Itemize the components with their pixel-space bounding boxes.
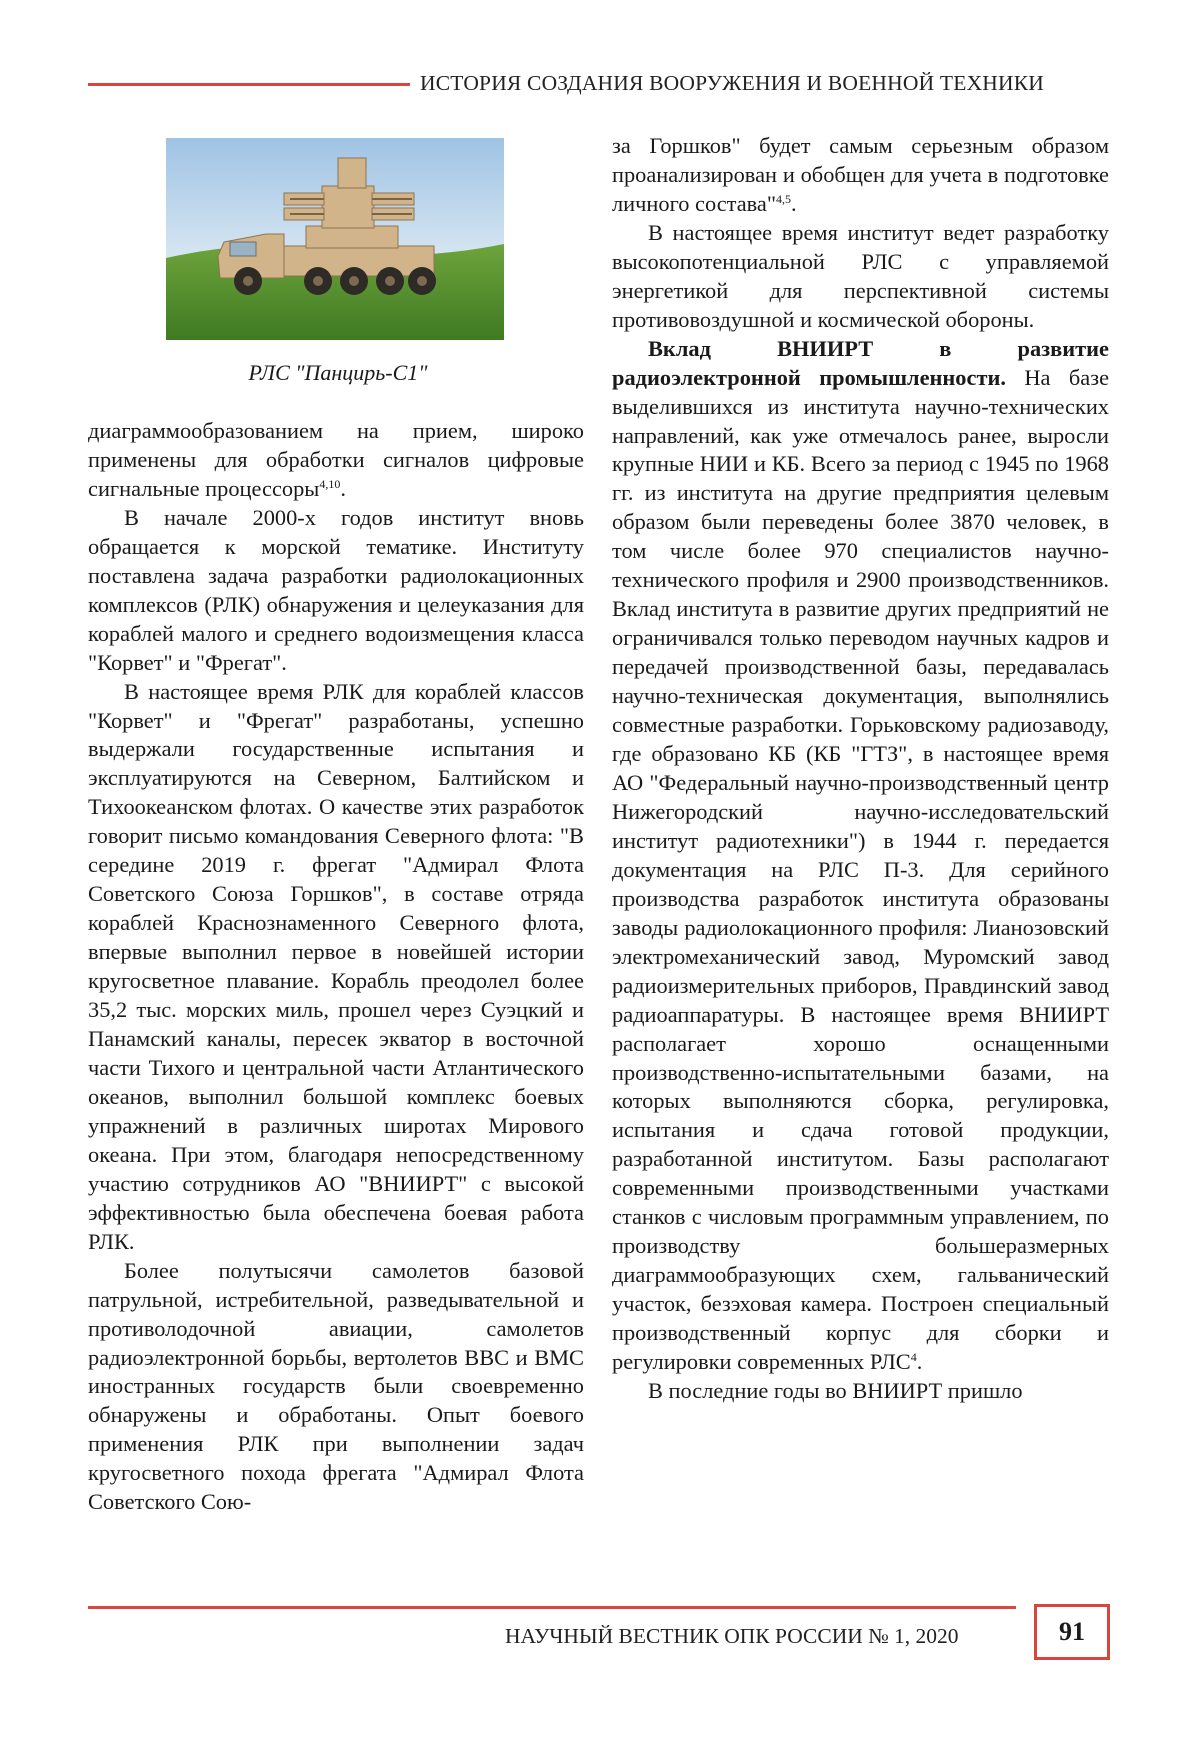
paragraph: Более полутысячи самолетов базовой патрульной, истребительной, разведывательной и противолодочной авиации, самолетов радиоэлектронной борьбы, вертолетов ВВС и ВМС иностранных государств были своевременно обнаружены и обработаны. Опыт боевого применения РЛК при выполнении задач кругосветного похода фрегата "Адмирал Флота Советского Сою- [88, 1257, 584, 1515]
paragraph: диаграммообразованием на прием, широко применены для обработки сигналов цифровые сигнальные процессоры$^{4,10}$. [88, 418, 584, 501]
footnote-ref: 4,10 [319, 476, 341, 491]
footnote-ref: 4,5 [776, 191, 791, 206]
journal-title: НАУЧНЫЙ ВЕСТНИК ОПК РОССИИ № 1, 2020 [505, 1624, 959, 1648]
section-title: ИСТОРИЯ СОЗДАНИЯ ВООРУЖЕНИЯ И ВОЕННОЙ ТЕХНИКИ [420, 71, 1045, 95]
paragraph: В начале 2000-х годов институт вновь обращается к морской тематике. Институту поставлена задача разработки радиолокационных комплексов (РЛК) обнаружения и целеуказания для кораблей малого и среднего водоизмещения класса "Корвет" и "Фрегат". [88, 504, 584, 675]
pantsir-s1-photo [166, 138, 504, 340]
paragraph: В последние годы во ВНИИРТ пришло [648, 1377, 1023, 1403]
section-lead: Вклад ВНИИРТ в развитие радиоэлектронной промышленности. [612, 335, 1109, 390]
paragraph: В настоящее время РЛК для кораблей классов "Корвет" и "Фрегат" разработаны, успешно выдержали государственные испытания и эксплуатируются на Северном, Балтийском и Тихоокеанском флотах. О качестве этих разработок говорит письмо командования Северного флота: "В середине 2019 г. фрегат "Адмирал Флота Советского Союза Горшков", в составе отряда кораблей Краснознаменного Северного флота, впервые выполнил первое в новейшей истории кругосветное плавание. Корабль преодолел более 35,2 тыс. морских миль, прошел через Суэцкий и Панамский каналы, пересек экватор в восточной части Тихого и центральной части Атлантического океанов, выполнил большой комплекс боевых упражнений в различных широтах Мирового океана. При этом, благодаря непосредственному участию сотрудников АО "ВНИИРТ" с высокой эффективностью была обеспечена боевая работа РЛК. [88, 678, 584, 1254]
paragraph: за Горшков" будет самым серьезным образом проанализирован и обобщен для учета в подготовке личного состава"$^{4,5}$. [612, 133, 1109, 216]
right-column [612, 132, 1109, 1406]
header-rule [88, 83, 410, 86]
paragraph: В настоящее время институт ведет разработку высокопотенциальной РЛС с управляемой энергетикой для перспективной системы противовоздушной и космической обороны. [612, 219, 1109, 332]
left-column [88, 417, 584, 1517]
footer-rule [88, 1606, 1016, 1609]
figure-caption: РЛС "Панцирь-С1" [248, 360, 428, 385]
footnote-ref: 4 [910, 1350, 917, 1365]
page-number: 91 [1034, 1604, 1110, 1660]
paragraph: Вклад ВНИИРТ в развитие радиоэлектронной промышленности. На базе выделившихся из института научно-технических направлений, как уже отмечалось ранее, выросли крупные НИИ и КБ. Всего за период с 1945 по 1968 гг. из института на другие предприятия целевым образом были переведены более 3870 человек, в том числе более 970 специалистов научно-технического профиля и 2900 производственников. Вклад института в развитие других предприятий не ограничивался только переводом научных кадров и передачей производственной базы, передавалась научно-техническая документация, выполнялись совместные разработки. Горьковскому радиозаводу, где образовано КБ (КБ "ГТЗ", в настоящее время АО "Федеральный научно-производственный центр Нижегородский научно-исследовательский институт радиотехники") в 1944 г. передается документация на РЛС П-3. Для серийного производства разработок института образованы заводы радиолокационного профиля: Лианозовский электромеханический завод, Муромский завод радиоизмерительных приборов, Правдинский завод радиоаппаратуры. В настоящее время ВНИИРТ располагает хорошо оснащенными производственно-испытательными базами, на которых выполняются сборка, регулировка, испытания и сдача готовой продукции, разработанной институтом. Базы располагают современными производственными участками станков с числовым программным управлением, по производству большеразмерных диаграммообразующих схем, гальванический участок, безэховая камера. Построен специальный производственный корпус для сборки и регулировки современных РЛС$^4$. [612, 335, 1110, 1375]
